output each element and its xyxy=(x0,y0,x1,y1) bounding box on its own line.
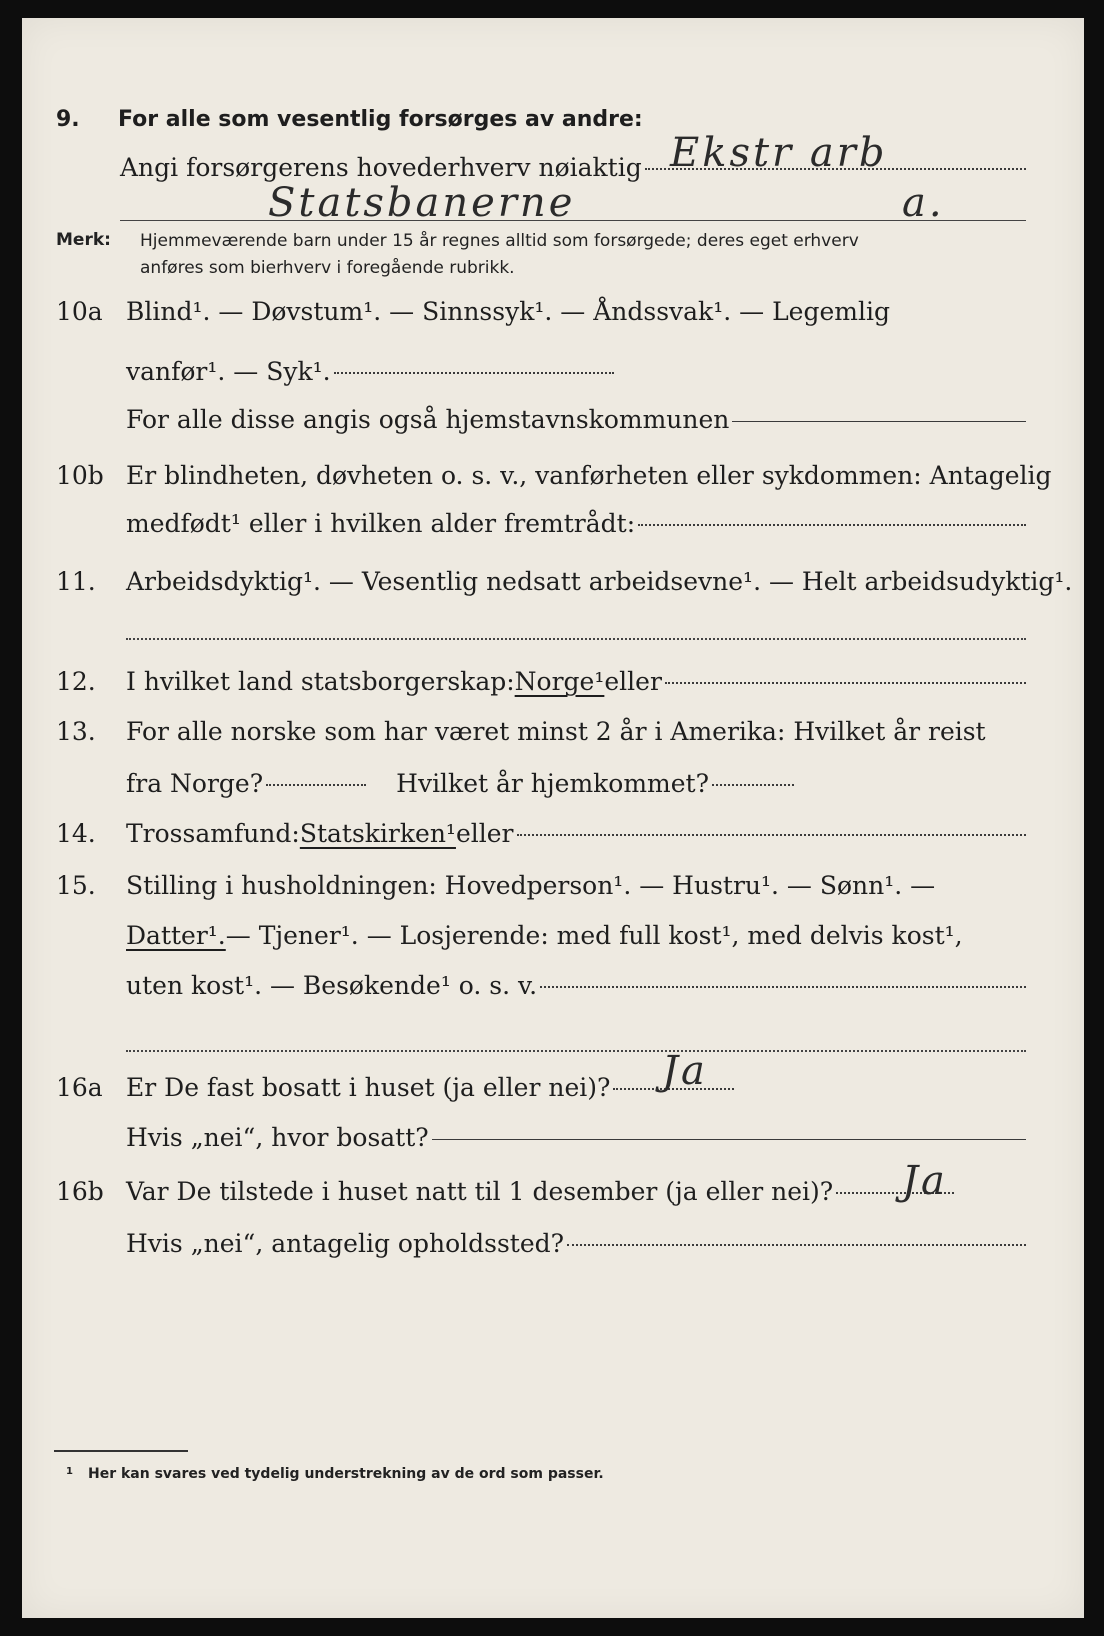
question-15: 15. Stilling i husholdningen: Hovedperson¹. — Hustru¹. — Sønn¹. — xyxy=(56,871,936,900)
answer-dotline xyxy=(126,1050,1026,1052)
question-text xyxy=(118,96,1026,144)
question-14: 14. Trossamfund: Statskirken¹ eller xyxy=(22,810,1084,858)
question-10b: 10b Er blindheten, døvheten o. s. v., vanførheten eller sykdommen: Antagelig xyxy=(56,461,1052,490)
question-15-line2: Datter¹. — Tjener¹. — Losjerende: med full kost¹, med delvis kost¹, xyxy=(126,921,963,950)
answer-dotline xyxy=(567,1244,1026,1246)
question-15-line3: uten kost¹. — Besøkende¹ o. s. v. xyxy=(22,962,1084,1010)
answer-dotline xyxy=(665,682,1026,684)
answer-dotline xyxy=(266,784,366,786)
question-16b: 16b Var De tilstede i huset natt til 1 desember (ja eller nei)? xyxy=(22,1168,1084,1216)
question-10a-line3: For alle disse angis også hjemstavnskommunen xyxy=(22,396,1084,444)
answer-dotline xyxy=(540,986,1026,988)
note-text: Hjemmeværende barn under 15 år regnes alltid som forsørgede; deres eget erhverv anføres som bierhverv i foregående rubrikk. xyxy=(140,231,859,278)
question-13: 13. For alle norske som har været minst 2 år i Amerika: Hvilket år reist xyxy=(56,717,986,746)
answer-dotline xyxy=(517,834,1027,836)
handwritten-answer: Ja xyxy=(662,1048,708,1094)
q9-line1: For alle som vesentlig forsørges av andre: xyxy=(118,107,643,132)
handwritten-answer: Ja xyxy=(902,1158,948,1204)
answer-dotline xyxy=(334,372,614,374)
footnote-rule xyxy=(54,1450,188,1452)
question-number: 9. xyxy=(56,107,80,132)
answer-dotline xyxy=(638,524,1026,526)
handwritten-answer: Statsbanerne xyxy=(268,180,576,226)
question-11: 11. Arbeidsdyktig¹. — Vesentlig nedsatt arbeidsevne¹. — Helt arbeidsudyktig¹. xyxy=(56,567,1073,596)
question-16a-line2: Hvis „nei“, hvor bosatt? xyxy=(22,1114,1084,1162)
answer-line xyxy=(432,1139,1026,1140)
question-16a: 16a Er De fast bosatt i huset (ja eller nei)? xyxy=(22,1064,1084,1112)
question-10a-line2: vanfør¹. — Syk¹. xyxy=(22,348,1084,396)
handwritten-answer: Ekstr arb xyxy=(670,130,888,176)
question-13-line2: fra Norge? Hvilket år hjemkommet? xyxy=(22,760,1084,808)
answer-dotline xyxy=(712,784,794,786)
census-form-page xyxy=(22,18,1084,1618)
question-9 xyxy=(22,96,1084,144)
question-12: 12. I hvilket land statsborgerskap: Norge¹ eller xyxy=(22,658,1084,706)
answer-line xyxy=(732,421,1026,422)
note-label: Merk: xyxy=(56,230,111,250)
question-10a: 10a Blind¹. — Døvstum¹. — Sinnssyk¹. — Åndssvak¹. — Legemlig xyxy=(56,297,890,326)
question-16b-line2: Hvis „nei“, antagelig opholdssted? xyxy=(22,1220,1084,1268)
answer-dotline xyxy=(126,638,1026,640)
question-10b-line2: medfødt¹ eller i hvilken alder fremtrådt: xyxy=(22,500,1084,548)
footnote: 1 Her kan svares ved tydelig understrekning av de ord som passer. xyxy=(66,1466,604,1482)
handwritten-answer: a. xyxy=(902,180,945,226)
q9-line2: Angi forsørgerens hovederhverv nøiaktig xyxy=(120,153,642,182)
